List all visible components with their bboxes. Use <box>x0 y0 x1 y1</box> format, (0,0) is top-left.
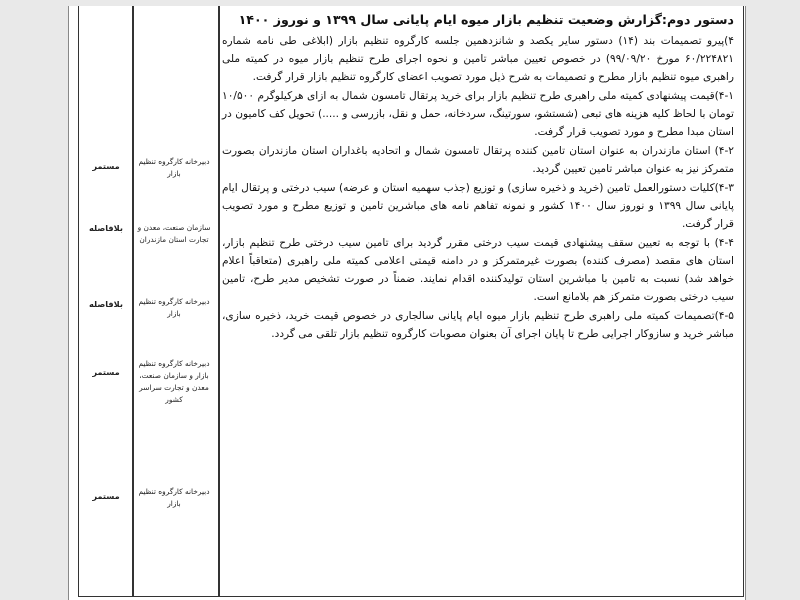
status-row-4: مستمر <box>92 367 120 377</box>
responsible-unit-row-2: سازمان صنعت، معدن و تجارت استان مازندران <box>137 223 211 244</box>
status-row-3: بلافاصله <box>89 299 123 309</box>
paragraph-4-5: ۴-۵)تصمیمات کمیته ملی راهبری طرح تنظیم بازار میوه ایام پایانی سالجاری در خصوص قیمت خرید، ذخیره سازی، مباشر خرید و سازوکار اجرایی طرح تا پایان اجرای آن بعنوان مصوبات کارگروه تنظیم بازار تلقی می گردد. <box>222 310 734 340</box>
paragraph-4-4: ۴-۴) با توجه به تعیین سقف پیشنهادی قیمت سیب درختی مقرر گردید برای تامین سیب درختی طرح تنظیم بازار، استان های مقصد (مصرف کننده) بصورت غیرمتمرکز و در دامنه قیمتی اعلامی کمیته ملی راهبری (متعاقباً اعلام خواهد شد) نسبت به تامین با مباشرین استان تولیدکننده اقدام نمایند. ضمناً در صورت تشخیص مدیر طرح، تامین سیب درختی بصورت متمرکز هم بلامانع است. <box>222 237 734 303</box>
paragraph-intro: ۴)پیرو تصمیمات بند (۱۴) دستور سایر یکصد و شانزدهمین جلسه کارگروه تنظیم بازار (ابلاغی طی نامه شماره ۶۰/۲۲۴۸۲۱ مورخ ۹۹/۰۹/۲۰) در خصوص تعیین مباشر تامین و نحوه اجرای طرح تنظیم بازار میوه در کمیته ملی راهبری میوه تنظیم بازار مطرح و تصمیمات به شرح ذیل مورد تصویب اعضای کارگروه تنظیم بازار قرار گرفت. <box>222 35 734 83</box>
resolution-text <box>222 10 734 344</box>
paragraph-4-2: ۴-۲) استان مازندران به عنوان استان تامین کننده پرتقال تامسون شمال و اتحادیه باغداران استان مازندران بصورت متمرکز نیز به عنوان مباشر تامین تعیین گردید. <box>222 145 734 175</box>
paragraph-4-1: ۴-۱)قیمت پیشنهادی کمیته ملی راهبری طرح تنظیم بازار برای خرید پرتقال تامسون شمال به ازای هرکیلوگرم ۱۰/۵۰۰ تومان با لحاظ کلیه هزینه های تبعی (شستشو، سورتینگ، سردخانه، حمل و نقل، بازرسی و .....) تحویل کف کامیون در استان مبدا مطرح و مورد تصویب قرار گرفت. <box>222 90 734 138</box>
status-row-1: مستمر <box>92 161 120 171</box>
agenda-title: دستور دوم:گزارش وضعیت تنظیم بازار میوه ایام پایانی سال ۱۳۹۹ و نوروز ۱۴۰۰ <box>238 12 734 27</box>
column-divider-responsible <box>218 6 220 596</box>
paragraph-4-3: ۴-۳)کلیات دستورالعمل تامین (خرید و ذخیره سازی) و توزیع (جذب سهمیه استان و عرضه) سیب درختی و پرتقال ایام پایانی سال ۱۳۹۹ و نوروز سال ۱۴۰۰ کشور و نمونه تفاهم نامه های مباشرین تامین و توزیع مطرح و مورد تصویب قرار گرفت. <box>222 182 734 230</box>
status-row-5: مستمر <box>92 491 120 501</box>
responsible-unit-row-4: دبیرخانه کارگروه تنظیم بازار و سازمان صنعت، معدن و تجارت سراسر کشور <box>138 359 210 404</box>
responsible-unit-row-3: دبیرخانه کارگروه تنظیم بازار <box>138 297 210 318</box>
responsible-unit-row-1: دبیرخانه کارگروه تنظیم بازار <box>138 157 210 178</box>
responsible-unit-row-5: دبیرخانه کارگروه تنظیم بازار <box>138 487 210 508</box>
status-row-2: بلافاصله <box>89 223 123 233</box>
